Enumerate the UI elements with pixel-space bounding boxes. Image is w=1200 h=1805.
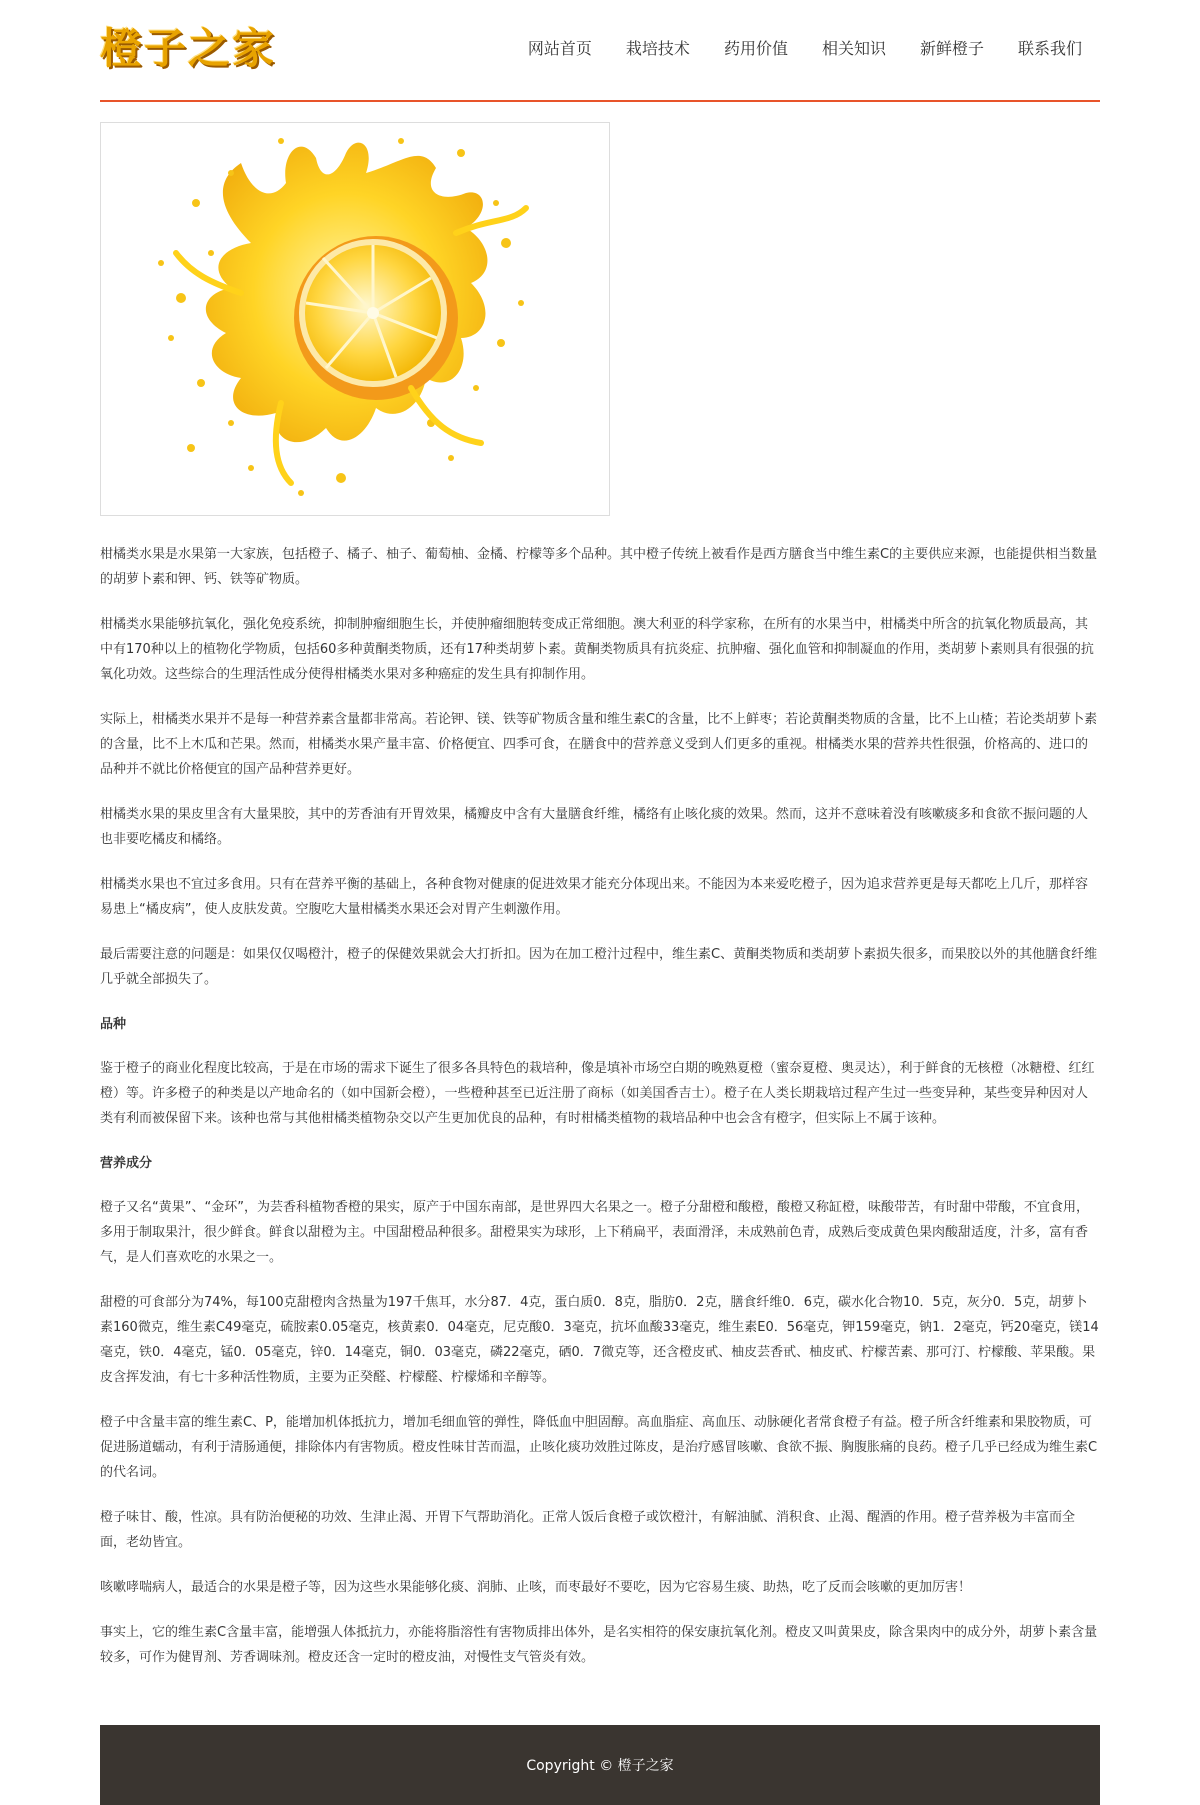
hero-image-orange-splash: [100, 122, 610, 516]
article-paragraph: 柑橘类水果也不宜过多食用。只有在营养平衡的基础上，各种食物对健康的促进效果才能充分体现出来。不能因为本来爱吃橙子，因为追求营养更是每天都吃上几斤，那样容易患上“橘皮病”，使人皮肤发黄。空腹吃大量柑橘类水果还会对胃产生刺激作用。: [100, 877, 1089, 917]
nav-item-home[interactable]: 网站首页: [527, 39, 592, 58]
article-paragraph: 实际上，柑橘类水果并不是每一种营养素含量都非常高。若论钾、镁、铁等矿物质含量和维生素C的含量，比不上鲜枣；若论黄酮类物质的含量，比不上山楂；若论类胡萝卜素的含量，比不上木瓜和芒果。然而，柑橘类水果产量丰富、价格便宜、四季可食，在膳食中的营养意义受到人们更多的重视。柑橘类水果的营养共性很强，价格高的、进口的品种并不就比价格便宜的国产品种营养更好。: [100, 712, 1098, 777]
page-container: [100, 0, 1100, 1670]
article-paragraph: 柑橘类水果是水果第一大家族，包括橙子、橘子、柚子、葡萄柚、金橘、柠檬等多个品种。其中橙子传统上被看作是西方膳食当中维生素C的主要供应来源，也能提供相当数量的胡萝卜素和钾、钙、铁等矿物质。: [100, 547, 1098, 587]
article-paragraph: 柑橘类水果的果皮里含有大量果胶，其中的芳香油有开胃效果，橘瓣皮中含有大量膳食纤维，橘络有止咳化痰的效果。然而，这并不意味着没有咳嗽痰多和食欲不振问题的人也非要吃橘皮和橘络。: [100, 807, 1089, 847]
section-heading-varieties: 品种: [100, 1017, 127, 1032]
article-paragraph: 鉴于橙子的商业化程度比较高，于是在市场的需求下诞生了很多各具特色的栽培种，像是填补市场空白期的晚熟夏橙（蜜奈夏橙、奥灵达），利于鲜食的无核橙（冰糖橙、红红橙）等。许多橙子的种类是以产地命名的（如中国新会橙），一些橙种甚至已近注册了商标（如美国香吉士）。橙子在人类长期栽培过程产生过一些变异种，某些变异种因对人类有利而被保留下来。该种也常与其他柑橘类植物杂交以产生更加优良的品种，有时柑橘类植物的栽培品种中也会含有橙字，但实际上不属于该种。: [100, 1061, 1095, 1126]
site-logo[interactable]: 橙子之家: [100, 24, 277, 73]
nav-item-contact[interactable]: 联系我们: [1017, 39, 1082, 58]
nav-item-cultivation[interactable]: 栽培技术: [625, 39, 690, 58]
nav-item-fresh-oranges[interactable]: 新鲜橙子: [919, 39, 984, 58]
article-paragraph: 橙子又名“黄果”、“金环”，为芸香科植物香橙的果实，原产于中国东南部，是世界四大名果之一。橙子分甜橙和酸橙，酸橙又称缸橙，味酸带苦，有时甜中带酸，不宜食用，多用于制取果汁，很少鲜食。鲜食以甜橙为主。中国甜橙品种很多。甜橙果实为球形，上下稍扁平，表面滑泽，未成熟前色青，成熟后变成黄色果肉酸甜适度，汁多，富有香气，是人们喜欢吃的水果之一。: [100, 1200, 1089, 1265]
nav-item-knowledge[interactable]: 相关知识: [821, 39, 886, 58]
article-paragraph: 柑橘类水果能够抗氧化，强化免疫系统，抑制肿瘤细胞生长，并使肿瘤细胞转变成正常细胞。澳大利亚的科学家称，在所有的水果当中，柑橘类中所含的抗氧化物质最高，其中有170种以上的植物化学物质，包括60多种黄酮类物质，还有17种类胡萝卜素。黄酮类物质具有抗炎症、抗肿瘤、强化血管和抑制凝血的作用，类胡萝卜素则具有很强的抗氧化功效。这些综合的生理活性成分使得柑橘类水果对多种癌症的发生具有抑制作用。: [100, 617, 1094, 682]
copyright-text: Copyright © 橙子之家: [526, 1758, 674, 1774]
site-footer: [100, 1725, 1100, 1805]
nav-item-medicinal[interactable]: 药用价值: [723, 39, 788, 58]
article-body: [100, 542, 1100, 1670]
section-heading-nutrition: 营养成分: [100, 1156, 153, 1171]
article-paragraph: 最后需要注意的问题是：如果仅仅喝橙汁，橙子的保健效果就会大打折扣。因为在加工橙汁过程中，维生素C、黄酮类物质和类胡萝卜素损失很多，而果胶以外的其他膳食纤维几乎就全部损失了。: [100, 947, 1098, 987]
article-paragraph: 咳嗽哮喘病人，最适合的水果是橙子等，因为这些水果能够化痰、润肺、止咳，而枣最好不要吃，因为它容易生痰、助热，吃了反而会咳嗽的更加厉害！: [100, 1580, 972, 1595]
article-paragraph: 甜橙的可食部分为74%，每100克甜橙肉含热量为197千焦耳，水分87．4克，蛋白质0．8克，脂肪0．2克，膳食纤维0．6克，碳水化合物10．5克，灰分0．5克，胡萝卜素160微克，维生素C49毫克，硫胺素0.05毫克，核黄素0．04毫克，尼克酸0．3毫克，抗坏血酸33毫克，维生素E0．56毫克，钾159毫克，钠1．2毫克，钙20毫克，镁14毫克，铁0．4毫克，锰0．05毫克，锌0．14毫克，铜0．03毫克，磷22毫克，硒0．7微克等，还含橙皮甙、柚皮芸香甙、柚皮甙、柠檬苦素、那可汀、柠檬酸、苹果酸。果皮含挥发油，有七十多种活性物质，主要为正癸醛、柠檬醛、柠檬烯和辛醇等。: [100, 1295, 1099, 1385]
article-paragraph: 橙子中含量丰富的维生素C、P，能增加机体抵抗力，增加毛细血管的弹性，降低血中胆固醇。高血脂症、高血压、动脉硬化者常食橙子有益。橙子所含纤维素和果胶物质，可促进肠道蠕动，有利于清肠通便，排除体内有害物质。橙皮性味甘苦而温，止咳化痰功效胜过陈皮，是治疗感冒咳嗽、食欲不振、胸腹胀痛的良药。橙子几乎已经成为维生素C的代名词。: [100, 1415, 1098, 1480]
orange-splash-illustration: [101, 123, 609, 515]
main-nav: [494, 36, 1082, 62]
article-paragraph: 事实上，它的维生素C含量丰富，能增强人体抵抗力，亦能将脂溶性有害物质排出体外，是名实相符的保安康抗氧化剂。橙皮又叫黄果皮，除含果肉中的成分外，胡萝卜素含量较多，可作为健胃剂、芳香调味剂。橙皮还含一定时的橙皮油，对慢性支气管炎有效。: [100, 1625, 1098, 1665]
site-header: [100, 0, 1100, 102]
article-paragraph: 橙子味甘、酸，性凉。具有防治便秘的功效、生津止渴、开胃下气帮助消化。正常人饭后食橙子或饮橙汁，有解油腻、消积食、止渴、醒酒的作用。橙子营养极为丰富而全面，老幼皆宜。: [100, 1510, 1076, 1550]
